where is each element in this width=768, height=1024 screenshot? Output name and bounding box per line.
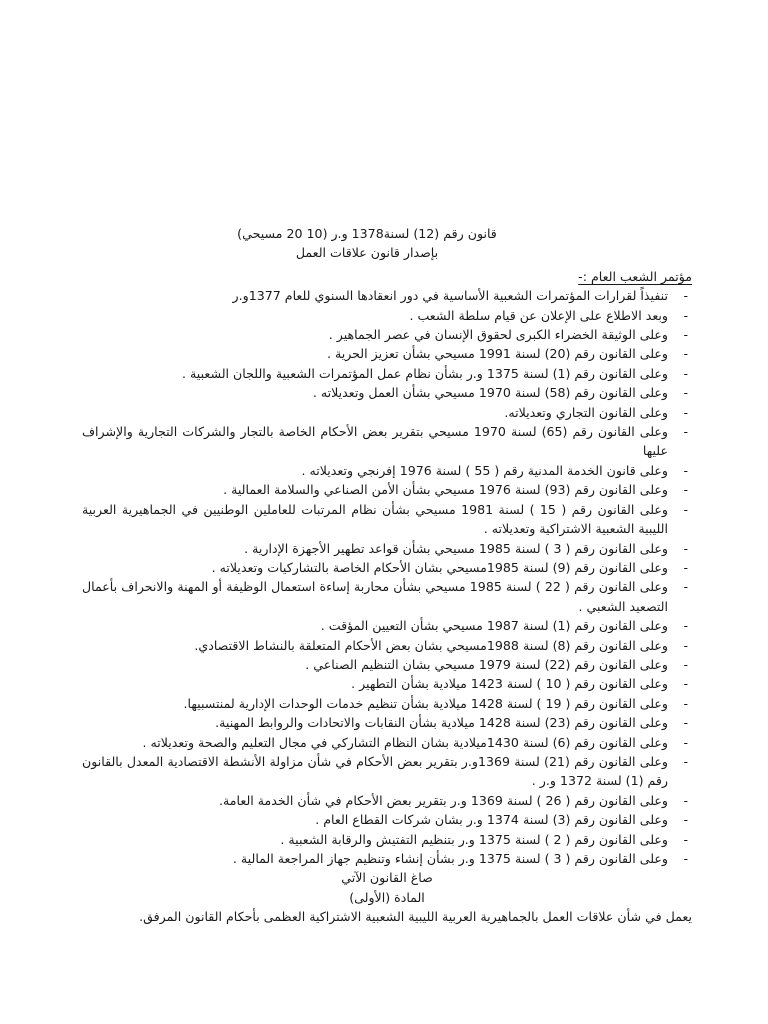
clause-text: وبعد الاطلاع على الإعلان عن قيام سلطة الشعب . bbox=[409, 307, 668, 323]
clause-item bbox=[82, 733, 692, 752]
bullet-dash: - bbox=[683, 734, 688, 750]
bullet-dash: - bbox=[683, 792, 688, 808]
clause-text: وعلى القانون رقم ( 2 ) لسنة 1375 و.ر بتنظيم التفتيش والرقابة الشعبية . bbox=[280, 831, 668, 847]
clause-item bbox=[82, 752, 692, 791]
clause-text: وعلى الوثيقة الخضراء الكبرى لحقوق الإنسان في عصر الجماهير . bbox=[328, 327, 668, 343]
bullet-dash: - bbox=[683, 851, 688, 866]
law-document bbox=[82, 224, 692, 927]
clause-text: وعلى القانون رقم ( 10 ) لسنة 1423 ميلادية بشأن التطهير . bbox=[351, 676, 668, 692]
bullet-dash: - bbox=[683, 753, 688, 769]
bullet-dash: - bbox=[683, 637, 688, 653]
clause-item bbox=[82, 655, 692, 674]
clause-item bbox=[82, 636, 692, 655]
clause-item bbox=[82, 325, 692, 344]
bullet-dash: - bbox=[683, 540, 688, 556]
clause-item bbox=[82, 422, 692, 461]
bullet-dash: - bbox=[683, 676, 688, 692]
clause-item bbox=[82, 461, 692, 480]
clause-item bbox=[82, 810, 692, 829]
clause-item bbox=[82, 364, 692, 383]
clause-text: وعلى القانون رقم ( 26 ) لسنة 1369 و.ر بتقرير بعض الأحكام في شأن الخدمة العامة. bbox=[219, 792, 668, 808]
clause-text: وعلى القانون رقم ( 19 ) لسنة 1428 ميلادية بشأن تنظيم خدمات الوحدات الإدارية لمنتسبيها. bbox=[183, 695, 668, 711]
clause-text: وعلى القانون رقم (22) لسنة 1979 مسيحي بشان التنظيم الصناعي . bbox=[305, 656, 668, 672]
bullet-dash: - bbox=[683, 288, 688, 304]
clause-item bbox=[82, 539, 692, 558]
bullet-dash: - bbox=[683, 365, 688, 381]
law-title: قانون رقم (12) لسنة1378 و.ر (10 20 مسيحي) bbox=[237, 226, 497, 241]
clause-text: وعلى القانون رقم (20) لسنة 1991 مسيحي بشأن تعزيز الحرية . bbox=[326, 346, 668, 362]
bullet-dash: - bbox=[683, 618, 688, 634]
clause-item bbox=[82, 713, 692, 732]
issuer-heading: مؤتمر الشعب العام :- bbox=[578, 268, 692, 284]
clause-item bbox=[82, 694, 692, 713]
bullet-dash: - bbox=[683, 715, 688, 731]
clause-text: وعلى القانون رقم ( 3 ) لسنة 1985 مسيحي بشأن قواعد تطهير الأجهزة الإدارية . bbox=[244, 540, 668, 556]
bullet-dash: - bbox=[683, 307, 688, 323]
bullet-dash: - bbox=[683, 579, 688, 595]
bullet-dash: - bbox=[683, 346, 688, 362]
clause-text: وعلى القانون رقم (1) لسنة 1375 و.ر بشأن نظام عمل المؤتمرات الشعبية واللجان الشعبية . bbox=[182, 365, 668, 381]
clause-item bbox=[82, 306, 692, 325]
clause-text: وعلى القانون رقم (6) لسنة 1430ميلادية بشان النظام التشاركي في مجال التعليم والصحة وتعديلاته . bbox=[142, 734, 668, 750]
drafted-line: صاغ القانون الآتي bbox=[341, 870, 433, 886]
clause-item bbox=[82, 616, 692, 635]
bullet-dash: - bbox=[683, 501, 688, 517]
clause-item bbox=[82, 500, 692, 539]
preamble-clauses bbox=[82, 286, 692, 868]
clause-item bbox=[82, 480, 692, 499]
article-body: يعمل في شأن علاقات العمل بالجماهيرية العربية الليبية الشعبية الاشتراكية العظمى بأحكام القانون المرفق. bbox=[139, 909, 692, 925]
clause-text: وعلى القانون رقم (23) لسنة 1428 ميلادية بشأن النقابات والاتحادات والروابط المهنية. bbox=[215, 715, 668, 731]
clause-text: وعلى القانون رقم (9) لسنة 1985مسيحي بشان الأحكام الخاصة بالتشاركيات وتعديلاته . bbox=[211, 559, 668, 575]
bullet-dash: - bbox=[683, 327, 688, 343]
clause-item bbox=[82, 849, 692, 868]
law-subtitle: بإصدار قانون علاقات العمل bbox=[295, 245, 439, 261]
bullet-dash: - bbox=[683, 404, 688, 420]
clause-item bbox=[82, 674, 692, 693]
clause-item bbox=[82, 344, 692, 363]
bullet-dash: - bbox=[683, 462, 688, 478]
clause-text: تنفيذاً لقرارات المؤتمرات الشعبية الأساسية في دور انعقادها السنوي للعام 1377و.ر bbox=[232, 288, 668, 304]
clause-text: وعلى القانون رقم (1) لسنة 1987 مسيحي بشأن التعيين المؤقت . bbox=[320, 618, 668, 634]
clause-text: وعلى قانون الخدمة المدنية رقم ( 55 ) لسنة 1976 إفرنجي وتعديلاته . bbox=[301, 462, 668, 478]
clause-item bbox=[82, 286, 692, 305]
clause-text: وعلى القانون رقم (21) لسنة 1369و.ر بتقرير بعض الأحكام في شأن مزاولة الأنشطة الاقتصادية المعدل بالقانون رقم (1) لسنة 1372 و.ر . bbox=[82, 753, 668, 789]
bullet-dash: - bbox=[683, 559, 688, 575]
clause-text: وعلى القانون رقم ( 3 ) لسنة 1375 و.ر بشأن إنشاء وتنظيم جهاز المراجعة المالية . bbox=[232, 851, 668, 866]
clause-text: وعلى القانون التجاري وتعديلاته. bbox=[504, 404, 668, 420]
bullet-dash: - bbox=[683, 656, 688, 672]
clause-text: وعلى القانون رقم (8) لسنة 1988مسيحي بشان بعض الأحكام المتعلقة بالنشاط الاقتصادي. bbox=[194, 637, 668, 653]
clause-item bbox=[82, 577, 692, 616]
bullet-dash: - bbox=[683, 812, 688, 828]
clause-text: وعلى القانون رقم (65) لسنة 1970 مسيحي بتقرير بعض الأحكام الخاصة بالتجار والشركات التجارية والإشراف عليها bbox=[82, 424, 668, 459]
bullet-dash: - bbox=[683, 385, 688, 401]
article-heading: المادة (الأولى) bbox=[349, 889, 425, 905]
clause-item bbox=[82, 558, 692, 577]
clause-item bbox=[82, 830, 692, 849]
clause-item bbox=[82, 403, 692, 422]
bullet-dash: - bbox=[683, 424, 688, 440]
clause-text: وعلى القانون رقم ( 15 ) لسنة 1981 مسيحي بشأن نظام المرتبات للعاملين الوطنيين في الجماهيرية العربية الليبية الشعبية الاشتراكية وتعديلاته . bbox=[82, 501, 668, 537]
clause-text: وعلى القانون رقم (93) لسنة 1976 مسيحي بشأن الأمن الصناعي والسلامة العمالية . bbox=[223, 482, 668, 498]
clause-text: وعلى القانون رقم (3) لسنة 1374 و.ر بشان شركات القطاع العام . bbox=[315, 812, 668, 828]
clause-item bbox=[82, 791, 692, 810]
bullet-dash: - bbox=[683, 831, 688, 847]
bullet-dash: - bbox=[683, 695, 688, 711]
clause-text: وعلى القانون رقم ( 22 ) لسنة 1985 مسيحي بشأن محاربة إساءة استعمال الوظيفة أو المهنة والانحراف بأعمال التصعيد الشعبي . bbox=[82, 579, 668, 614]
clause-text: وعلى القانون رقم (58) لسنة 1970 مسيحي بشأن العمل وتعديلاته . bbox=[312, 385, 668, 401]
bullet-dash: - bbox=[683, 482, 688, 498]
clause-item bbox=[82, 383, 692, 402]
